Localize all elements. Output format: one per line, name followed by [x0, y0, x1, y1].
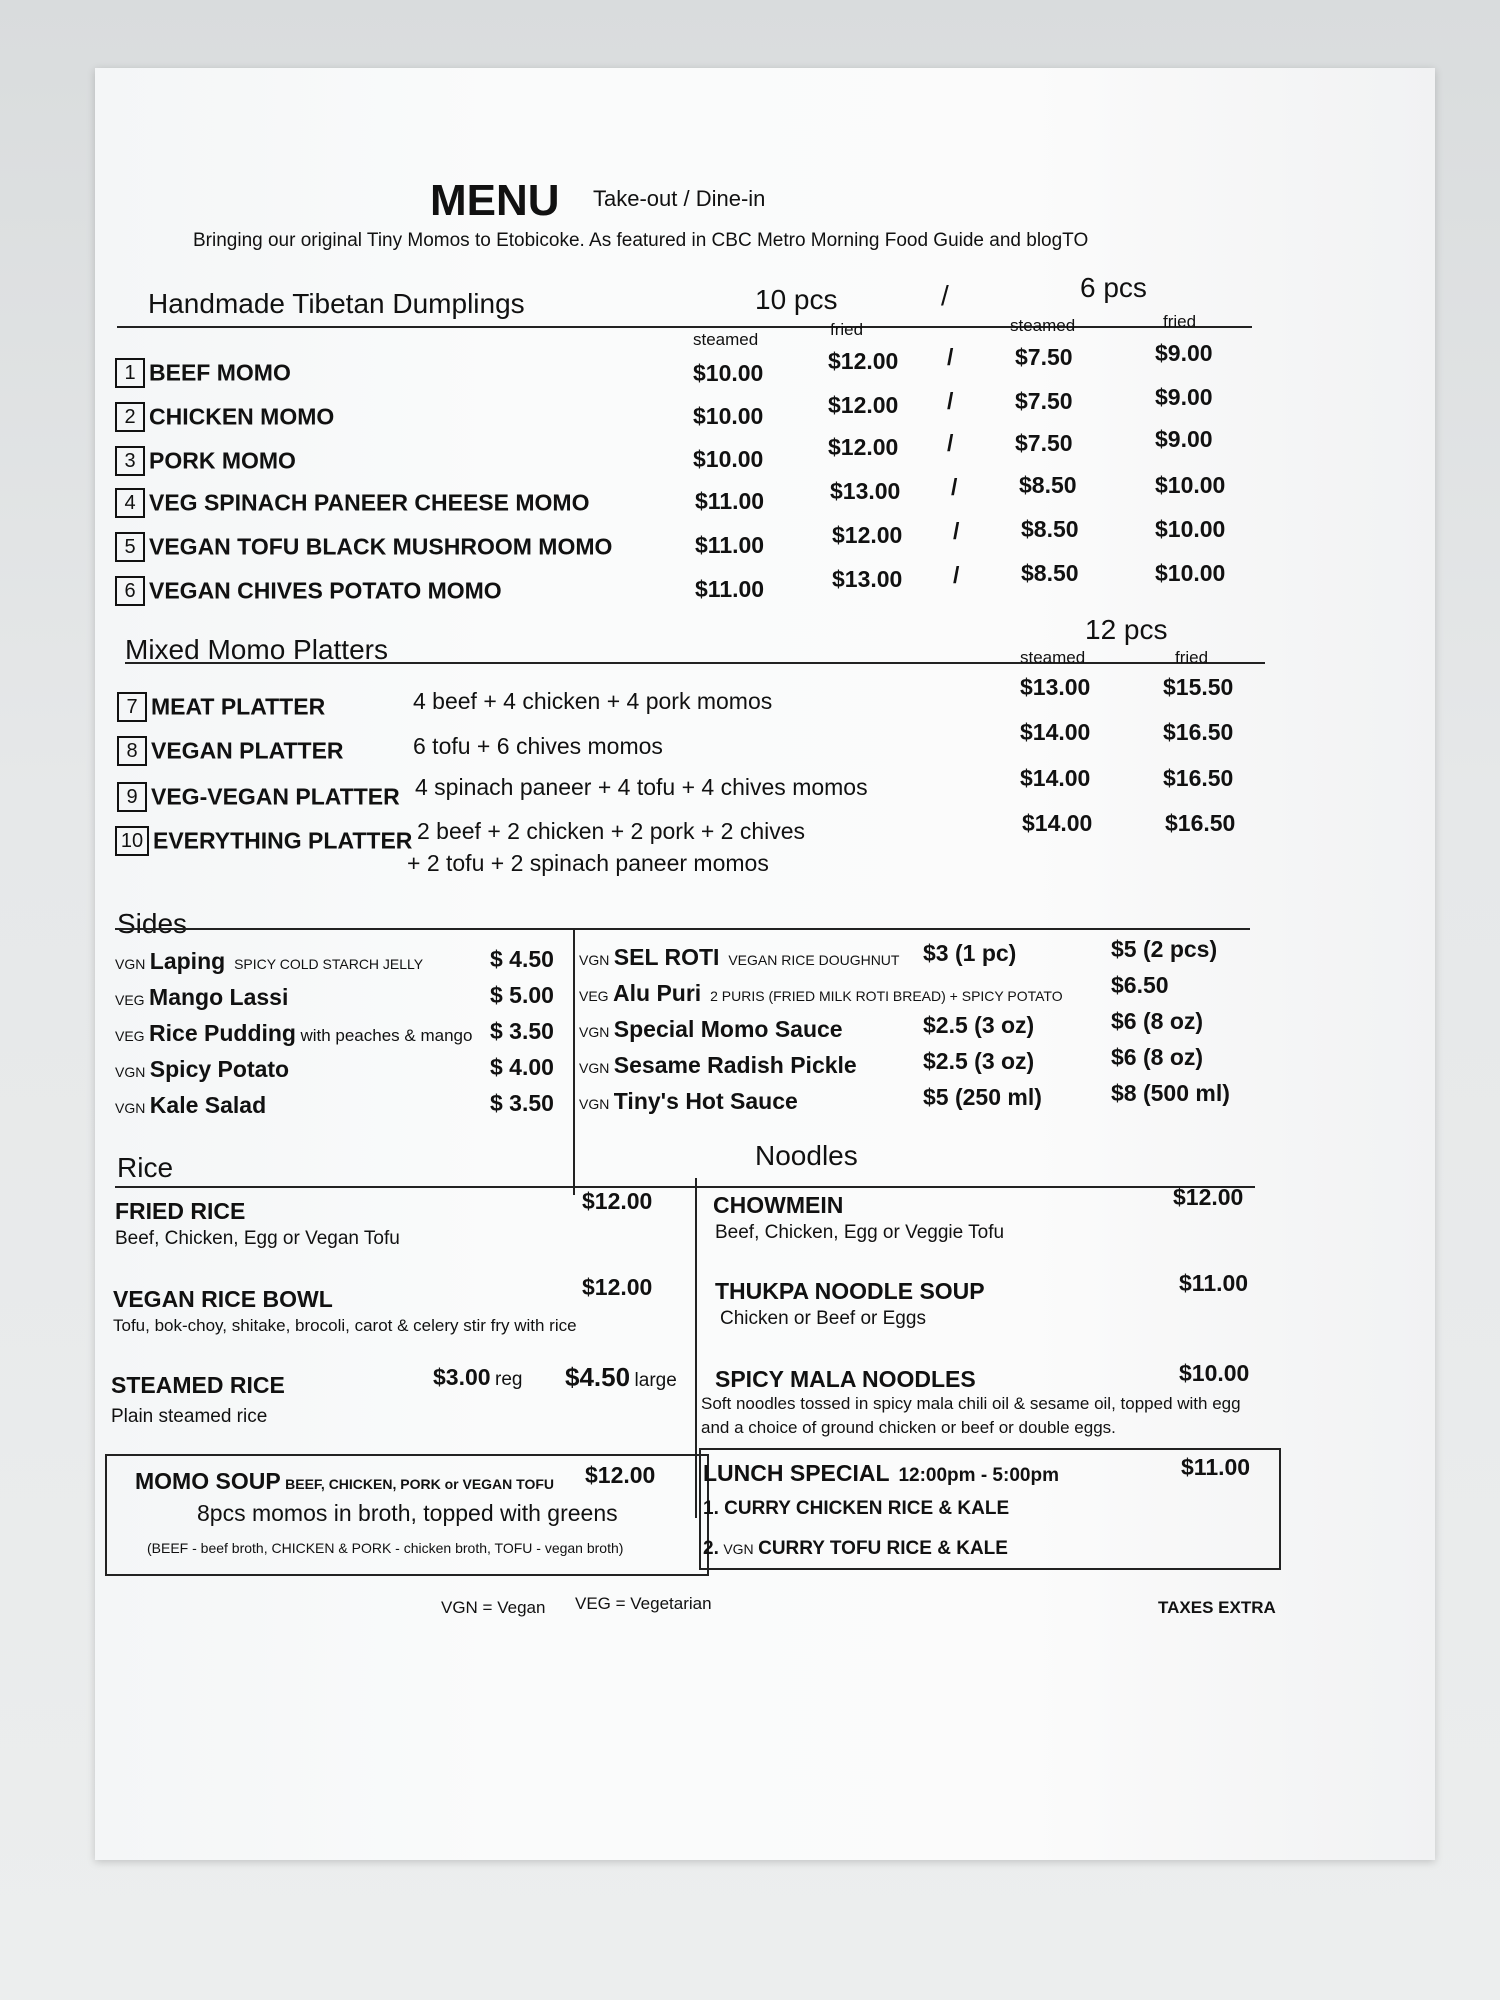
price-steamed-10: $11.00 [695, 532, 765, 558]
list-item [115, 1020, 472, 1047]
item-number: 6 [115, 576, 145, 606]
item-price: $12.00 [1173, 1184, 1244, 1210]
sides-rule [115, 928, 1250, 930]
price-large [565, 1362, 677, 1393]
price-small: $5 (250 ml) [923, 1084, 1042, 1110]
price-reg-value: $3.00 [433, 1364, 491, 1390]
price-fried-10: $12.00 [828, 392, 899, 418]
label-fried-12: fried [1175, 648, 1209, 667]
item-number: 3 [115, 446, 145, 476]
menu-title: MENU [430, 176, 560, 225]
item-desc: Beef, Chicken, Egg or Vegan Tofu [115, 1228, 400, 1249]
platter-desc-line2: + 2 tofu + 2 spinach paneer momos [407, 850, 769, 876]
item-name: SPICY MALA NOODLES [715, 1366, 976, 1392]
list-item [115, 402, 334, 432]
label-steamed-6: steamed [1010, 316, 1076, 335]
list-item [115, 826, 412, 856]
tagline: Bringing our original Tiny Momos to Etobicoke. As featured in CBC Metro Morning Food Guide and blogTO [193, 230, 1089, 251]
item-desc: Soft noodles tossed in spicy mala chili oil & sesame oil, topped with egg [701, 1394, 1241, 1413]
item-name: EVERYTHING PLATTER [153, 827, 413, 854]
item-name: Laping [149, 948, 226, 974]
item-number: 2 [115, 402, 145, 432]
price-fried-12: $16.50 [1165, 810, 1236, 836]
price-large-label: large [634, 1370, 677, 1391]
item-name: BEEF MOMO [149, 359, 291, 386]
slash: / [953, 518, 960, 544]
item-desc-line2: and a choice of ground chicken or beef or double eggs. [701, 1418, 1116, 1437]
item-price: $ 3.50 [490, 1090, 554, 1116]
menu-sheet [95, 68, 1435, 1860]
col-6pcs: 6 pcs [1080, 272, 1147, 303]
col-10pcs: 10 pcs [755, 284, 838, 315]
price-steamed-12: $13.00 [1020, 674, 1091, 700]
item-desc: Tofu, bok-choy, shitake, brocoli, carot & celery stir fry with rice [113, 1316, 577, 1335]
list-item [117, 692, 325, 722]
diet-tag: VGN [115, 956, 146, 972]
price-steamed-6: $7.50 [1015, 388, 1073, 414]
platter-desc: 4 beef + 4 chicken + 4 pork momos [413, 688, 773, 714]
item-price: $12.00 [582, 1188, 653, 1214]
list-item [579, 1088, 798, 1115]
price-large: $5 (2 pcs) [1111, 936, 1218, 962]
item-number: 4 [115, 488, 145, 518]
price-small: $3 (1 pc) [923, 940, 1017, 966]
list-item [117, 782, 400, 812]
item-note: with peaches & mango [300, 1026, 473, 1045]
price-large-value: $4.50 [565, 1362, 631, 1392]
price-fried-6: $10.00 [1155, 472, 1226, 498]
lunch-item-2-num: 2. [703, 1538, 719, 1559]
list-item [115, 948, 423, 975]
price-reg [433, 1364, 522, 1391]
item-name: PORK MOMO [149, 447, 296, 474]
slash: / [947, 388, 954, 414]
list-item [115, 1092, 266, 1119]
lunch-special-box [699, 1448, 1281, 1570]
list-item [115, 532, 612, 562]
diet-tag: VGN [723, 1541, 754, 1557]
item-name: VEGAN CHIVES POTATO MOMO [149, 577, 502, 604]
price-steamed-6: $8.50 [1021, 560, 1079, 586]
diet-tag: VEG [115, 992, 145, 1008]
price-fried-6: $9.00 [1155, 340, 1213, 366]
item-name: Mango Lassi [149, 984, 289, 1010]
item-desc: Chicken or Beef or Eggs [720, 1308, 926, 1329]
price-steamed-12: $14.00 [1022, 810, 1093, 836]
list-item [579, 1016, 843, 1043]
rice-heading: Rice [117, 1152, 174, 1183]
col-slash: / [941, 280, 949, 311]
label-steamed-10: steamed [693, 330, 759, 349]
rice-noodles-rule [115, 1186, 1255, 1188]
platters-rule [125, 662, 1265, 664]
price-steamed-12: $14.00 [1020, 719, 1091, 745]
item-name: THUKPA NOODLE SOUP [715, 1278, 985, 1304]
diet-tag: VGN [579, 1060, 610, 1076]
item-name: Special Momo Sauce [613, 1016, 843, 1042]
item-name: MOMO SOUP [135, 1468, 281, 1494]
price-steamed-10: $10.00 [693, 360, 764, 386]
item-price: $12.00 [582, 1274, 653, 1300]
item-price: $12.00 [585, 1462, 656, 1488]
list-item [115, 358, 291, 388]
diet-tag: VEG [115, 1028, 145, 1044]
price-steamed-6: $7.50 [1015, 430, 1073, 456]
price-steamed-10: $11.00 [695, 576, 765, 602]
item-note: VEGAN RICE DOUGHNUT [728, 952, 900, 968]
col-12pcs: 12 pcs [1085, 614, 1168, 645]
item-number: 8 [117, 736, 147, 766]
lunch-item-1: 1. CURRY CHICKEN RICE & KALE [703, 1498, 1010, 1519]
price-steamed-6: $8.50 [1019, 472, 1077, 498]
dumplings-rule [117, 326, 1252, 328]
platter-desc: 4 spinach paneer + 4 tofu + 4 chives momos [415, 774, 868, 800]
item-note: 2 PURIS (FRIED MILK ROTI BREAD) + SPICY POTATO [710, 988, 1063, 1004]
price-large: $6.50 [1111, 972, 1169, 998]
item-name: VEGAN PLATTER [151, 737, 344, 764]
price-small: $2.5 (3 oz) [923, 1012, 1035, 1038]
item-name: STEAMED RICE [111, 1372, 285, 1398]
price-fried-12: $16.50 [1163, 765, 1234, 791]
item-price: $ 3.50 [490, 1018, 554, 1044]
item-number: 5 [115, 532, 145, 562]
price-steamed-12: $14.00 [1020, 765, 1091, 791]
price-steamed-10: $11.00 [695, 488, 765, 514]
diet-tag: VGN [115, 1100, 146, 1116]
item-desc: Beef, Chicken, Egg or Veggie Tofu [715, 1222, 1005, 1243]
item-price: $10.00 [1179, 1360, 1250, 1386]
momo-soup-box [105, 1454, 709, 1576]
list-item [115, 488, 589, 518]
broth-note: (BEEF - beef broth, CHICKEN & PORK - chicken broth, TOFU - vegan broth) [147, 1540, 624, 1556]
item-name: Sesame Radish Pickle [613, 1052, 857, 1078]
price-fried-10: $12.00 [828, 434, 899, 460]
item-price: $ 4.00 [490, 1054, 554, 1080]
slash: / [951, 474, 958, 500]
price-fried-6: $9.00 [1155, 384, 1213, 410]
lunch-hours: 12:00pm - 5:00pm [898, 1465, 1059, 1486]
platter-desc: 6 tofu + 6 chives momos [413, 733, 663, 759]
item-number: 10 [115, 826, 149, 856]
price-fried-6: $10.00 [1155, 560, 1226, 586]
list-item [117, 736, 344, 766]
price-steamed-6: $7.50 [1015, 344, 1073, 370]
item-name: Tiny's Hot Sauce [613, 1088, 798, 1114]
taxes-note: TAXES EXTRA [1158, 1598, 1276, 1617]
legend-vegetarian: VEG = Vegetarian [575, 1594, 712, 1613]
slash: / [947, 344, 954, 370]
sides-heading: Sides [117, 908, 188, 939]
item-name: VEGAN TOFU BLACK MUSHROOM MOMO [149, 533, 613, 560]
price-fried-10: $13.00 [832, 566, 903, 592]
lunch-title: LUNCH SPECIAL [703, 1460, 890, 1486]
legend-vegan: VGN = Vegan [441, 1598, 546, 1617]
list-item [579, 1052, 857, 1079]
item-number: 1 [115, 358, 145, 388]
lunch-header [703, 1460, 1059, 1487]
price-large: $6 (8 oz) [1111, 1008, 1204, 1034]
price-fried-10: $12.00 [832, 522, 903, 548]
price-large: $8 (500 ml) [1111, 1080, 1230, 1106]
label-fried-6: fried [1163, 312, 1197, 331]
item-number: 7 [117, 692, 147, 722]
noodles-heading: Noodles [755, 1140, 858, 1171]
price-steamed-10: $10.00 [693, 403, 764, 429]
item-note: SPICY COLD STARCH JELLY [234, 956, 424, 972]
price-fried-12: $15.50 [1163, 674, 1234, 700]
price-large: $6 (8 oz) [1111, 1044, 1204, 1070]
item-name: Kale Salad [149, 1092, 267, 1118]
price-fried-10: $13.00 [830, 478, 901, 504]
list-item [115, 576, 502, 606]
momo-soup-header [135, 1468, 554, 1495]
slash: / [953, 562, 960, 588]
item-name: Rice Pudding [149, 1020, 296, 1046]
item-desc: Plain steamed rice [111, 1406, 268, 1427]
list-item [115, 446, 296, 476]
price-small: $2.5 (3 oz) [923, 1048, 1035, 1074]
diet-tag: VGN [115, 1064, 146, 1080]
price-fried-6: $9.00 [1155, 426, 1213, 452]
platter-desc: 2 beef + 2 chicken + 2 pork + 2 chives [417, 818, 806, 844]
diet-tag: VGN [579, 952, 610, 968]
label-fried-10: fried [830, 320, 864, 339]
list-item [579, 980, 1063, 1007]
list-item [579, 944, 899, 971]
diet-tag: VGN [579, 1024, 610, 1040]
price-reg-label: reg [495, 1369, 523, 1390]
price-steamed-10: $10.00 [693, 446, 764, 472]
list-item [115, 1056, 289, 1083]
price-steamed-6: $8.50 [1021, 516, 1079, 542]
price-fried-10: $12.00 [828, 348, 899, 374]
item-number: 9 [117, 782, 147, 812]
list-item [115, 984, 288, 1011]
price-fried-12: $16.50 [1163, 719, 1234, 745]
diet-tag: VEG [579, 988, 609, 1004]
dumplings-heading: Handmade Tibetan Dumplings [148, 288, 525, 319]
item-name: VEG SPINACH PANEER CHEESE MOMO [149, 489, 590, 516]
item-name: VEGAN RICE BOWL [113, 1286, 333, 1312]
item-options: BEEF, CHICKEN, PORK or VEGAN TOFU [285, 1476, 555, 1492]
diet-tag: VGN [579, 1096, 610, 1112]
item-name: CHOWMEIN [713, 1192, 844, 1218]
item-price: $ 5.00 [490, 982, 554, 1008]
item-price: $ 4.50 [490, 946, 554, 972]
item-name: FRIED RICE [115, 1198, 246, 1224]
slash: / [947, 430, 954, 456]
item-name: CHICKEN MOMO [149, 403, 335, 430]
item-name: Spicy Potato [149, 1056, 290, 1082]
lunch-price: $11.00 [1181, 1454, 1251, 1480]
sides-divider [573, 930, 575, 1195]
menu-subtitle: Take-out / Dine-in [593, 186, 766, 211]
label-steamed-12: steamed [1020, 648, 1086, 667]
price-fried-6: $10.00 [1155, 516, 1226, 542]
item-price: $11.00 [1179, 1270, 1249, 1296]
item-name: SEL ROTI [613, 944, 720, 970]
item-name: Alu Puri [613, 980, 702, 1006]
item-name: VEG-VEGAN PLATTER [151, 783, 400, 810]
item-desc: 8pcs momos in broth, topped with greens [197, 1500, 618, 1526]
item-name: MEAT PLATTER [151, 693, 326, 720]
platters-heading: Mixed Momo Platters [125, 634, 388, 665]
lunch-item-2 [703, 1538, 1008, 1560]
lunch-item-2-name: CURRY TOFU RICE & KALE [758, 1538, 1008, 1559]
